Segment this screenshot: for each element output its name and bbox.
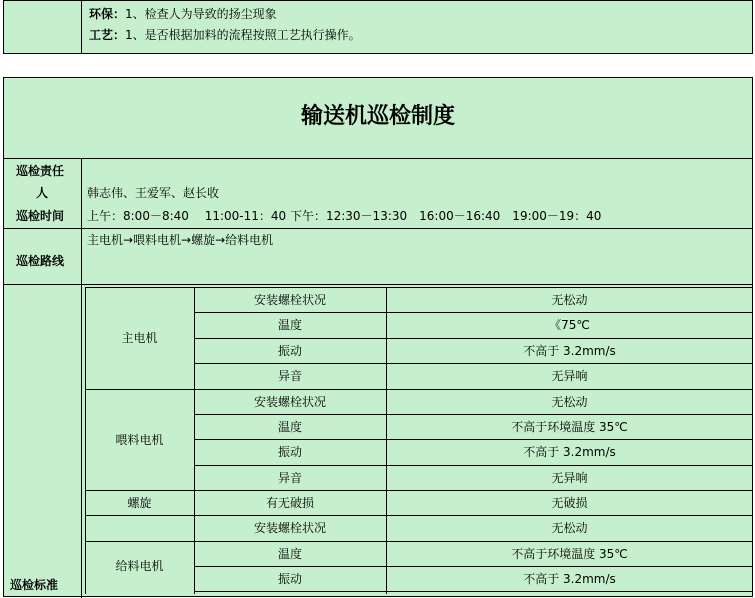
item-cell: 振动 — [277, 343, 302, 358]
divider — [81, 158, 82, 598]
divider — [194, 490, 753, 491]
item-cell: 振动 — [277, 445, 302, 459]
standard-cell: 《75℃ — [549, 318, 590, 332]
divider — [194, 465, 753, 466]
standard-cell: 不高于环境温度 35℃ — [511, 419, 628, 434]
responsible-label-line1: 巡检责任 — [16, 164, 65, 178]
time-label: 巡检时间 — [16, 209, 65, 223]
process-row — [89, 27, 361, 43]
divider — [85, 389, 194, 390]
item-cell: 振动 — [277, 571, 302, 586]
standard-cell: 不高于 3.2mm/s — [523, 343, 616, 358]
divider — [3, 158, 753, 159]
item-cell: 温度 — [277, 546, 302, 561]
env-label: 环保： — [89, 7, 126, 21]
divider — [194, 515, 753, 516]
divider — [194, 414, 753, 415]
standard-cell: 无异响 — [551, 369, 588, 383]
divider — [194, 566, 753, 567]
item-cell: 温度 — [277, 419, 302, 434]
standard-cell: 无破损 — [551, 495, 588, 510]
standard-cell: 不高于 3.2mm/s — [523, 571, 616, 586]
standard-cell: 无松动 — [551, 394, 588, 409]
group-name: 给料电机 — [115, 559, 164, 573]
standard-label: 巡检标准 — [10, 578, 59, 592]
divider — [194, 312, 753, 313]
standard-cell: 无松动 — [551, 292, 588, 307]
env-row — [89, 6, 277, 22]
time-value: 上午：8:00－8:40 11:00-11：40 下午：12:30－13:30 16:00－16:40 19:00－19：40 — [87, 209, 602, 223]
standard-cell: 无松动 — [551, 521, 588, 535]
responsible-names: 韩志伟、王爱军、赵长收 — [87, 186, 220, 200]
divider — [81, 0, 82, 54]
divider — [85, 541, 194, 542]
divider — [3, 228, 753, 229]
page-title: 输送机巡检制度 — [300, 104, 455, 129]
divider — [194, 338, 753, 339]
item-cell: 安装螺栓状况 — [253, 292, 326, 307]
divider — [85, 287, 753, 288]
standard-cell: 不高于 3.2mm/s — [523, 445, 616, 459]
divider — [3, 284, 753, 285]
item-cell: 安装螺栓状况 — [253, 394, 326, 409]
env-text: 1、检查人为导致的扬尘现象 — [125, 7, 277, 21]
divider — [194, 439, 753, 440]
divider — [194, 363, 753, 364]
process-label: 工艺： — [89, 28, 126, 42]
item-cell: 温度 — [277, 318, 302, 332]
divider — [85, 490, 194, 491]
divider — [194, 591, 753, 592]
item-cell: 有无破损 — [265, 495, 314, 510]
group-name: 主电机 — [121, 331, 158, 345]
standard-cell: 不高于环境温度 35℃ — [511, 546, 628, 561]
group-name: 螺旋 — [127, 495, 152, 510]
divider — [194, 389, 753, 390]
route-value: 主电机→喂料电机→螺旋→给料电机 — [87, 233, 274, 247]
standard-cell: 无异响 — [551, 470, 588, 485]
divider — [194, 541, 753, 542]
responsible-label-line2: 人 — [36, 186, 49, 200]
process-text: 1、是否根据加料的流程按照工艺执行操作。 — [125, 28, 361, 42]
item-cell: 安装螺栓状况 — [253, 521, 326, 535]
group-name: 喂料电机 — [115, 432, 164, 447]
item-cell: 异音 — [277, 369, 302, 383]
divider — [85, 515, 194, 516]
item-cell: 异音 — [277, 470, 302, 485]
route-label: 巡检路线 — [16, 254, 65, 268]
